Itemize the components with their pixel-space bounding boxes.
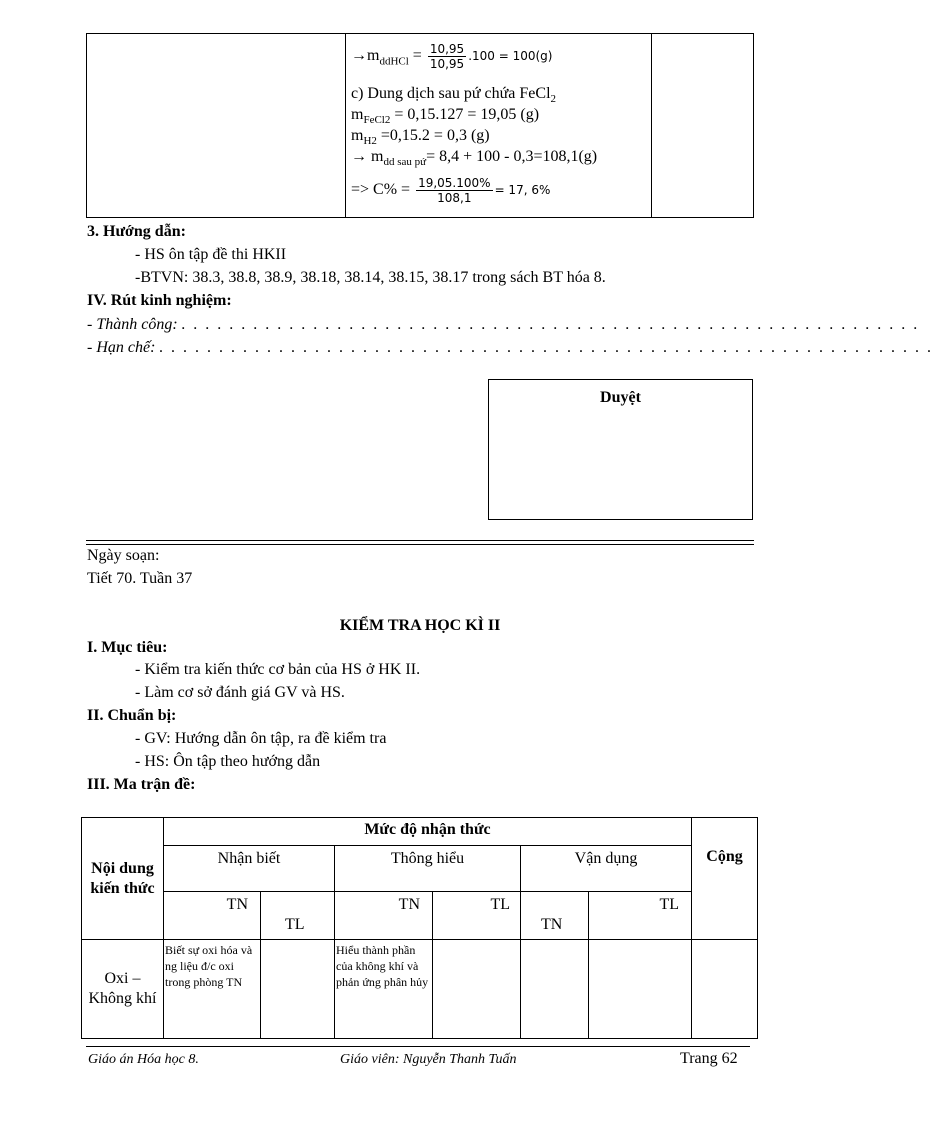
separator-line bbox=[86, 540, 754, 541]
table-cell bbox=[433, 940, 521, 1039]
understand-header: Thông hiểu bbox=[335, 846, 521, 892]
arrow-icon: → bbox=[351, 148, 371, 165]
tl-header: TL bbox=[433, 892, 521, 940]
concentration-line: => C% = $\frac{19,05.100\%}{108,1}$ = 17, 6% bbox=[351, 176, 551, 205]
guide-item: -BTVN: 38.3, 38.8, 38.9, 38.18, 38.14, 38.15, 38.17 trong sách BT hóa 8. bbox=[135, 269, 606, 286]
prep-heading: II. Chuẩn bị: bbox=[87, 707, 177, 724]
objective-heading: I. Mục tiêu: bbox=[87, 639, 168, 656]
footer-center: Giáo viên: Nguyễn Thanh Tuấn bbox=[340, 1052, 517, 1067]
table-cell: Hiểu thành phần của không khí và phản ứng phân hủy bbox=[335, 940, 433, 1039]
approval-label: Duyệt bbox=[600, 389, 641, 406]
guide-heading: 3. Hướng dẫn: bbox=[87, 223, 186, 240]
approval-box bbox=[488, 379, 753, 520]
footer-left: Giáo án Hóa học 8. bbox=[88, 1052, 199, 1067]
experience-heading: IV. Rút kinh nghiệm: bbox=[87, 292, 232, 309]
total-header: Cộng bbox=[692, 818, 758, 940]
tn-header: TN bbox=[335, 892, 433, 940]
mdd-line: → $m_{dd sau pứ}= 8,4 + 100 - 0,3=108,1(g)$ bbox=[351, 148, 598, 169]
table-cell bbox=[692, 940, 758, 1039]
mdd-hcl-line: $\to m_{ddHCl}$ = $\frac{10,95}{10,95}$ .100 = 100(g) bbox=[351, 42, 553, 71]
prep-date: Ngày soạn: bbox=[87, 547, 160, 564]
row-topic: Oxi – Không khí bbox=[82, 940, 164, 1039]
table-divider bbox=[651, 34, 652, 217]
level-header: Mức độ nhận thức bbox=[164, 818, 692, 846]
mh2-line: $m_{H2} =0,15.2 = 0,3$ (g) bbox=[351, 127, 490, 148]
prep-item: - GV: Hướng dẫn ôn tập, ra đề kiểm tra bbox=[135, 730, 387, 747]
success-line: - Thành công: . . . . . . . . . . . . . . . . . . . . . . . . . . . . . . . . . . . . . . . . . . . . . . . . . . . . . . . . . . . . . . bbox=[87, 316, 920, 333]
content-header-cell: Nội dung kiến thức bbox=[82, 818, 164, 940]
fraction: $\frac{19,05.100\%}{108,1}$ bbox=[418, 176, 491, 205]
apply-header: Vận dụng bbox=[521, 846, 692, 892]
page-number: Trang 62 bbox=[680, 1050, 738, 1067]
objective-item: - Kiểm tra kiến thức cơ bản của HS ở HK II. bbox=[135, 661, 421, 678]
table-cell bbox=[589, 940, 692, 1039]
table-cell bbox=[521, 940, 589, 1039]
exam-matrix-table bbox=[81, 817, 758, 1039]
separator-line bbox=[86, 544, 754, 545]
tn-header: TN bbox=[164, 892, 261, 940]
guide-item: - HS ôn tập đề thi HKII bbox=[135, 246, 287, 263]
table-cell: Biết sự oxi hóa và ng liệu đ/c oxi trong phòng TN bbox=[164, 940, 261, 1039]
page-title: KIỂM TRA HỌC KÌ II bbox=[339, 617, 501, 634]
arrow-icon: → bbox=[351, 47, 367, 65]
table-divider bbox=[345, 34, 346, 217]
tl-header: TL bbox=[261, 892, 335, 940]
mfecl2-line: $m_{FeCl2} = 0,15.127 = 19,05$ (g) bbox=[351, 106, 540, 127]
matrix-heading: III. Ma trận đề: bbox=[87, 776, 196, 793]
objective-item: - Làm cơ sở đánh giá GV và HS. bbox=[135, 684, 345, 701]
solution-c-line: c) Dung dịch sau pứ chứa FeCl$_2$ bbox=[351, 85, 557, 106]
solution-table bbox=[86, 33, 754, 218]
tn-header: TN bbox=[521, 892, 589, 940]
know-header: Nhận biết bbox=[164, 846, 335, 892]
period-info: Tiết 70. Tuần 37 bbox=[87, 570, 193, 587]
limit-line: - Hạn chế: . . . . . . . . . . . . . . . . . . . . . . . . . . . . . . . . . . . . . . . . . . . . . . . . . . . . . . . . . . . . . . . . . bbox=[87, 339, 933, 356]
fraction: $\frac{10,95}{10,95}$ bbox=[429, 42, 465, 71]
tl-header: TL bbox=[589, 892, 692, 940]
footer-line bbox=[86, 1046, 750, 1047]
prep-item: - HS: Ôn tập theo hướng dẫn bbox=[135, 753, 321, 770]
table-cell bbox=[261, 940, 335, 1039]
